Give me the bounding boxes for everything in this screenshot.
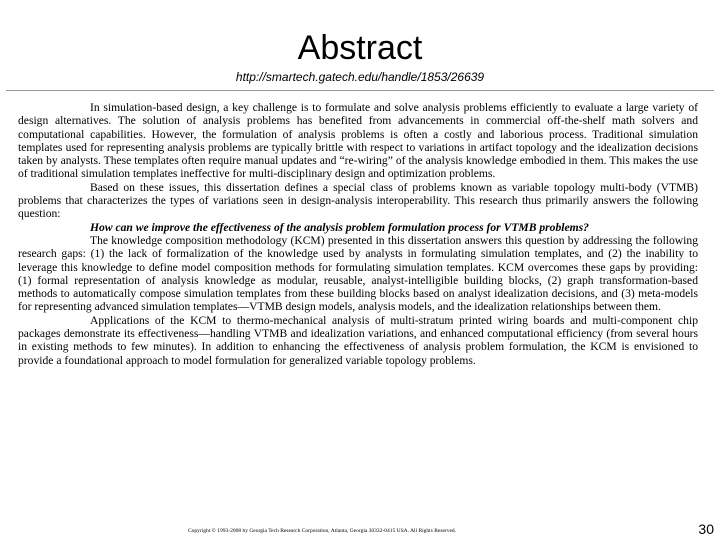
- abstract-body: [18, 101, 698, 367]
- research-question: How can we improve the effectiveness of the analysis problem formulation process for VTMB problems?: [90, 220, 589, 234]
- abstract-paragraph-3: The knowledge composition methodology (KCM) presented in this dissertation answers this question by addressing the following research gaps: (1) the lack of formalization of the knowledge used by analysts in formulating simulation templates, and (2) the inability to leverage this knowledge to define model composition methods for formulating simulation templates. KCM overcomes these gaps by providing: (1) formal representation of analysis knowledge as modular, reusable, analyst-intelligible building blocks, (2) graph transformation-based methods to automatically compose simulation templates from these building blocks based on analyst idealization decisions, and (3) meta-models for representing advanced simulation templates—VTMB design models, analysis models, and the idealization relationships between them.: [18, 233, 698, 314]
- page-number: 30: [698, 521, 714, 537]
- abstract-paragraph-1: In simulation-based design, a key challenge is to formulate and solve analysis problems efficiently to evaluate a large variety of design alternatives. The solution of analysis problems has benefited from advancements in commercial off-the-shelf math solvers and computational capabilities. However, the formulation of analysis problems is often a costly and laborious process. Traditional simulation templates used for representing analysis problems are typically brittle with respect to variations in artifact topology and the idealization decisions taken by analysts. These templates often require manual updates and “re-wiring” of the analysis knowledge embodied in them. This makes the use of traditional simulation templates ineffective for multi-disciplinary design and optimization problems.: [18, 101, 698, 181]
- slide-title: Abstract: [297, 29, 423, 67]
- copyright-footer: Copyright © 1993-2008 by Georgia Tech Research Corporation, Atlanta, Georgia 30332-0415 USA. All Rights Reserved.: [188, 528, 457, 534]
- abstract-paragraph-4: Applications of the KCM to thermo-mechanical analysis of multi-stratum printed wiring boards and multi-component chip packages demonstrate its effectiveness—handling VTMB and idealization variations, and enhanced computational efficiency (from several hours in existing methods to few minutes). In addition to enhancing the effectiveness of analysis problem formulation, the KCM is envisioned to provide a foundational approach to model formulation for generalized variable topology problems.: [18, 313, 698, 367]
- source-url: http://smartech.gatech.edu/handle/1853/26639: [235, 70, 485, 84]
- title-divider: [6, 90, 714, 91]
- abstract-paragraph-2: Based on these issues, this dissertation defines a special class of problems known as variable topology multi-body (VTMB) problems that characterizes the types of variations seen in design-analysis interoperability. This research thus primarily answers the following question:: [18, 180, 698, 221]
